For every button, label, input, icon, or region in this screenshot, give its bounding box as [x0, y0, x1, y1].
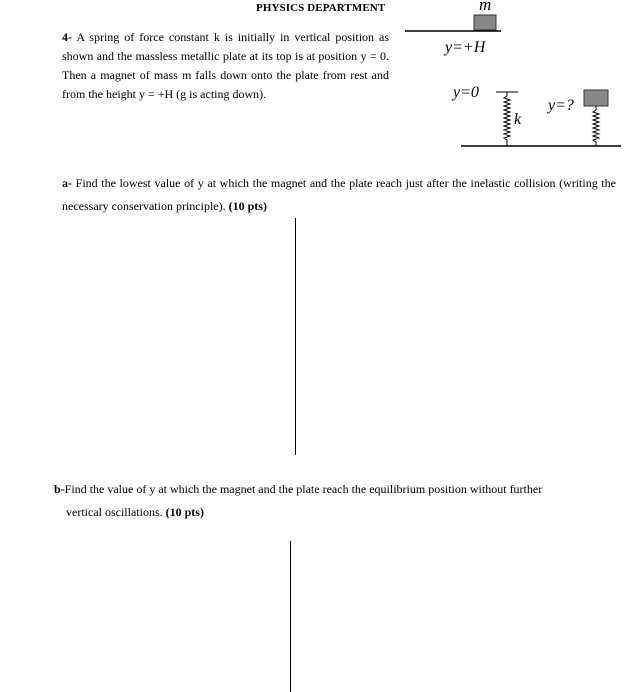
problem-statement — [62, 28, 389, 104]
question-a-text: Find the lowest value of y at which the magnet and the plate reach just after the inelastic collision (writing the necessary conservation principle). — [62, 176, 617, 213]
question-a — [62, 172, 616, 218]
question-b — [54, 478, 622, 524]
question-b-points: (10 pts) — [165, 505, 204, 519]
right-spring — [593, 106, 599, 146]
spring-constant-label: k — [514, 111, 522, 128]
answer-divider-b — [290, 541, 291, 692]
spring-diagram — [400, 0, 626, 152]
question-b-prefix: b- — [54, 482, 65, 496]
question-b-text-line2: vertical oscillations. — [66, 505, 163, 519]
zero-label: y=0 — [453, 84, 479, 101]
question-a-prefix: a- — [62, 176, 72, 190]
magnet-block-top — [474, 15, 496, 30]
unknown-position-label: y=? — [548, 97, 574, 114]
left-spring — [504, 92, 510, 146]
mass-label: m — [479, 0, 492, 14]
magnet-block-compressed — [584, 90, 608, 106]
problem-number: 4- — [62, 30, 72, 44]
question-b-text-line1: Find the value of y at which the magnet and the plate reach the equilibrium position without further — [64, 482, 543, 496]
question-a-points: (10 pts) — [228, 199, 267, 213]
answer-divider-a — [295, 218, 296, 455]
problem-text: A spring of force constant k is initially in vertical position as shown and the massless metallic plate at its top is at position y = 0. Then a magnet of mass m falls down onto the plate from rest and from the height y = +H (g is acting down). — [62, 30, 390, 101]
department-header: PHYSICS DEPARTMENT — [256, 2, 386, 14]
height-label: y=+H — [445, 39, 486, 56]
